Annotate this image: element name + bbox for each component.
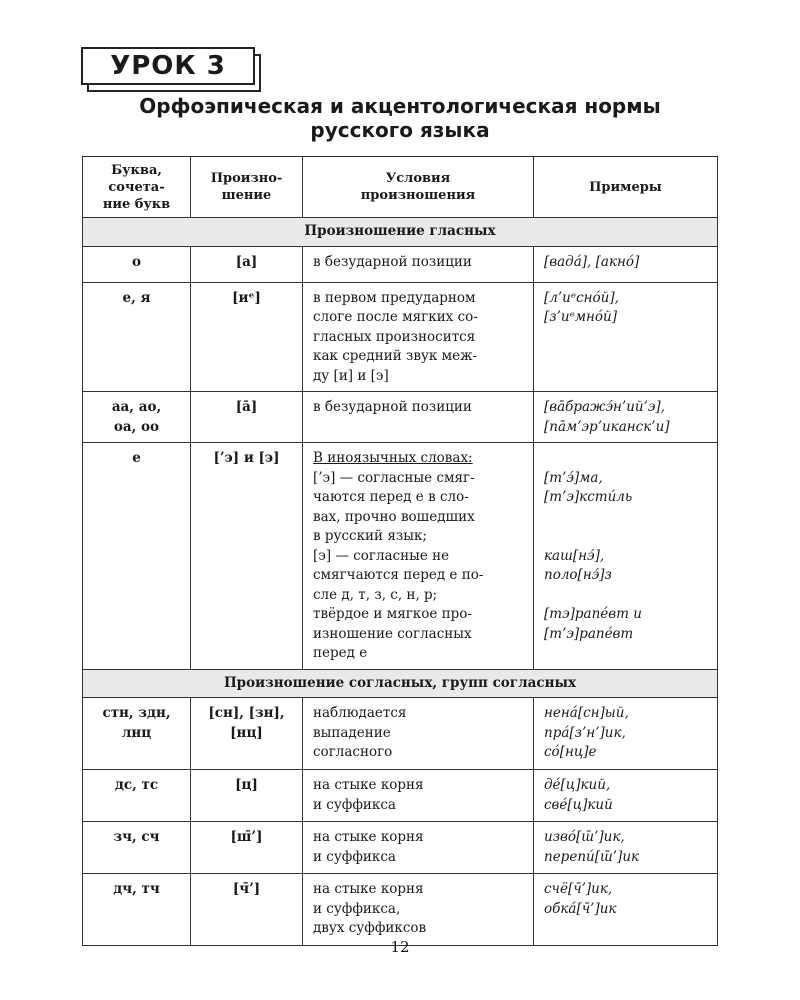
examples-cell: счё[ч̄’]ик, обкá[ч̄’]ик <box>534 874 718 946</box>
table-row <box>83 443 718 670</box>
examples-cell: извó[ш̄’]ик, перепú[ш̄’]ик <box>534 822 718 874</box>
letter-cell: стн, здн, лнц <box>83 698 191 770</box>
table-row <box>83 874 718 946</box>
table-header-row <box>83 157 718 218</box>
lesson-label: УРОК 3 <box>81 47 255 85</box>
header-pronunciation: Произно- шение <box>191 157 303 218</box>
section-title: Произношение согласных, групп согласных <box>83 669 718 698</box>
pronunciation-cell: [иᵉ] <box>191 282 303 392</box>
examples-cell: дé[ц]кий, свé[ц]кий <box>534 770 718 822</box>
conditions-cell: наблюдается выпадение согласного <box>303 698 534 770</box>
letter-cell: е <box>83 443 191 670</box>
header-conditions: Условия произношения <box>303 157 534 218</box>
conditions-cell: на стыке корня и суффикса <box>303 770 534 822</box>
section-title: Произношение гласных <box>83 218 718 247</box>
table-row <box>83 770 718 822</box>
section-row-consonants <box>83 669 718 698</box>
pronunciation-cell: [ч̄’] <box>191 874 303 946</box>
pronunciation-cell: [’э] и [э] <box>191 443 303 670</box>
conditions-cell: в первом предударном слоге после мягких со- гласных произносится как средний звук меж- ду [и] и [э] <box>303 282 534 392</box>
lesson-badge <box>81 47 261 91</box>
conditions-cell: на стыке корня и суффикса, двух суффиксов <box>303 874 534 946</box>
table-row <box>83 822 718 874</box>
pronunciation-cell: [ā] <box>191 392 303 443</box>
page-title-line-2: русского языка <box>310 118 490 142</box>
pronunciation-cell: [ц] <box>191 770 303 822</box>
examples-cell: [т’э́]ма, [т’э]кстúль каш[нэ́], поло[нэ́]з [тэ]рапéвт и [т’э]рапéвт <box>534 443 718 670</box>
pronunciation-cell: [сн], [зн], [нц] <box>191 698 303 770</box>
table-row <box>83 392 718 443</box>
examples-cell: [л’иᵉснóй], [з’иᵉмнóй] <box>534 282 718 392</box>
table-row <box>83 698 718 770</box>
conditions-cell: В иноязычных словах: [’э] — согласные смяг- чаются перед е в сло- вах, прочно вошедших в русский язык; [э] — согласные не смягчаются перед е по- сле д, т, з, с, н, р; твёрдое и мягкое про- изношение согласных перед е <box>303 443 534 670</box>
examples-cell: [вадá], [aкнó] <box>534 246 718 282</box>
letter-cell: дс, тс <box>83 770 191 822</box>
letter-cell: зч, сч <box>83 822 191 874</box>
letter-cell: дч, тч <box>83 874 191 946</box>
letter-cell: о <box>83 246 191 282</box>
conditions-cell: в безударной позиции <box>303 246 534 282</box>
header-examples: Примеры <box>534 157 718 218</box>
table-row <box>83 282 718 392</box>
conditions-cell: на стыке корня и суффикса <box>303 822 534 874</box>
page-title-line-1: Орфоэпическая и акцентологическая нормы <box>139 94 661 118</box>
page-number: 12 <box>390 938 410 956</box>
header-letter: Буква, сочета- ние букв <box>83 157 191 218</box>
examples-cell: [вāбражэ́н’ий’э], [пāм’эр’иканск’и] <box>534 392 718 443</box>
letter-cell: аа, ао, оа, оо <box>83 392 191 443</box>
conditions-cell: в безударной позиции <box>303 392 534 443</box>
letter-cell: е, я <box>83 282 191 392</box>
table-row <box>83 246 718 282</box>
orthoepy-table <box>82 156 718 946</box>
examples-cell: ненá[сн]ый, прá[з’н’]ик, сó[нц]е <box>534 698 718 770</box>
conditions-heading: В иноязычных словах: <box>313 450 473 466</box>
pronunciation-cell: [ш̄’] <box>191 822 303 874</box>
section-row-vowels <box>83 218 718 247</box>
pronunciation-cell: [а] <box>191 246 303 282</box>
